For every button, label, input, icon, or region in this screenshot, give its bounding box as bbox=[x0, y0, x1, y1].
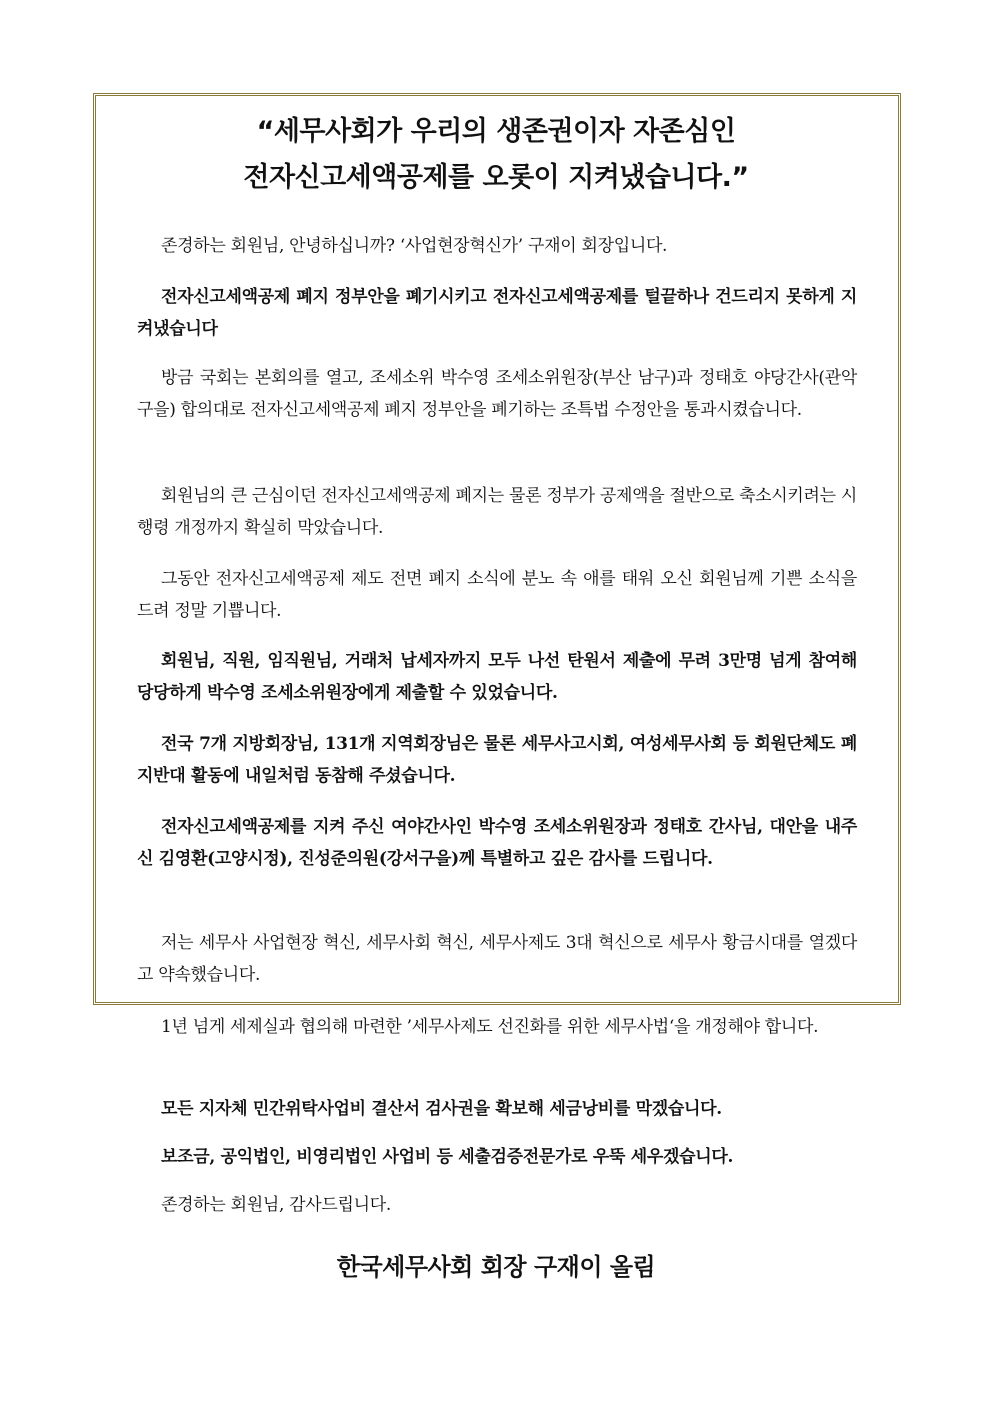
paragraph-expert: 보조금, 공익법인, 비영리법인 사업비 등 세출검증전문가로 우뚝 세우겠습니다. bbox=[161, 1147, 734, 1167]
paragraph-assembly: 방금 국회는 본회의를 열고, 조세소위 박수영 조세소위원장(부산 남구)과 정태호 야당간사(관악구을) 합의대로 전자신고세액공제 폐지 정부안을 폐기하는 조특법 수정안을 통과시켰습니다. bbox=[137, 368, 857, 420]
paragraph-closing: 존경하는 회원님, 감사드립니다. bbox=[161, 1195, 392, 1215]
title-line-2: 전자신고세액공제를 오롯이 지켜냈습니다.” bbox=[243, 162, 749, 193]
paragraph-thanks: 전자신고세액공제를 지켜 주신 여야간사인 박수영 조세소위원장과 정태호 간사님, 대안을 내주신 김영환(고양시정), 진성준의원(강서구을)께 특별하고 깊은 감사를 드립니다. bbox=[137, 817, 857, 869]
paragraph-regions: 전국 7개 지방회장님, 131개 지역회장님은 물론 세무사고시회, 여성세무사회 등 회원단체도 폐지반대 활동에 내일처럼 동참해 주셨습니다. bbox=[137, 734, 857, 786]
paragraph-enforcement: 회원님의 큰 근심이던 전자신고세액공제 폐지는 물론 정부가 공제액을 절반으로 축소시키려는 시행령 개정까지 확실히 막았습니다. bbox=[137, 486, 857, 538]
paragraph-promise: 저는 세무사 사업현장 혁신, 세무사회 혁신, 세무사제도 3대 혁신으로 세무사 황금시대를 열겠다고 약속했습니다. bbox=[137, 933, 857, 985]
title-line-1: “세무사회가 우리의 생존권이자 자존심인 bbox=[256, 116, 736, 147]
paragraph-audit: 모든 지자체 민간위탁사업비 결산서 검사권을 확보해 세금낭비를 막겠습니다. bbox=[161, 1099, 722, 1119]
paragraph-law: 1년 넘게 세제실과 협의해 마련한 ’세무사제도 선진화를 위한 세무사법‘을 개정해야 합니다. bbox=[161, 1017, 819, 1037]
paragraph-petition: 회원님, 직원, 임직원님, 거래처 납세자까지 모두 나선 탄원서 제출에 무려 3만명 넘게 참여해 당당하게 박수영 조세소위원장에게 제출할 수 있었습니다. bbox=[137, 651, 857, 703]
signature: 한국세무사회 회장 구재이 올림 bbox=[336, 1253, 656, 1281]
paragraph-greeting: 존경하는 회원님, 안녕하십니까? ‘사업현장혁신가’ 구재이 회장입니다. bbox=[161, 236, 668, 256]
paragraph-joy: 그동안 전자신고세액공제 제도 전면 폐지 소식에 분노 속 애를 태워 오신 회원님께 기쁜 소식을 드려 정말 기쁩니다. bbox=[137, 569, 857, 621]
paragraph-main-news: 전자신고세액공제 폐지 정부안을 폐기시키고 전자신고세액공제를 털끝하나 건드리지 못하게 지켜냈습니다 bbox=[137, 287, 857, 339]
